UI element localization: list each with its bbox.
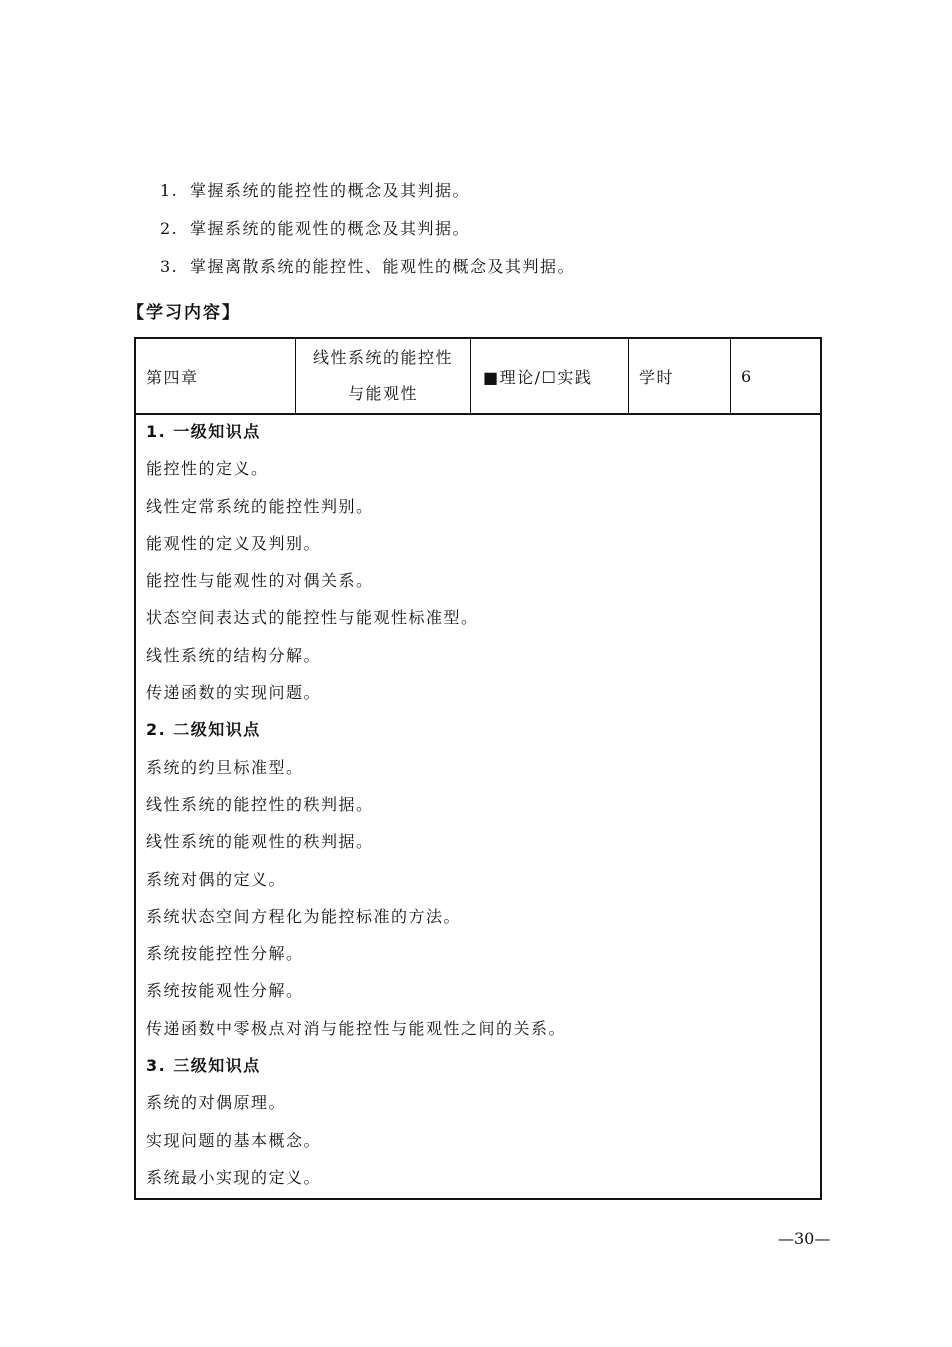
objective-item	[160, 216, 575, 254]
objectives-list	[160, 178, 575, 292]
hours-value-cell: 6	[741, 366, 753, 386]
objective-number: 1.	[160, 181, 179, 200]
list-item: 线性定常系统的能控性判别。	[146, 496, 374, 516]
level3-heading: 3. 三级知识点	[146, 1056, 261, 1076]
table-body	[136, 415, 820, 1200]
objective-item	[160, 178, 575, 216]
chapter-title-line2: 与能观性	[347, 384, 418, 403]
list-item: 系统的对偶原理。	[146, 1093, 287, 1113]
list-item: 实现问题的基本概念。	[146, 1130, 322, 1150]
objective-item	[160, 254, 575, 292]
content-table	[134, 337, 822, 1200]
objective-text: 掌握系统的能控性的概念及其判据。	[190, 181, 471, 200]
type-cell: ■理论/☐实践	[471, 339, 629, 413]
list-item: 系统按能观性分解。	[146, 981, 304, 1001]
list-item: 传递函数的实现问题。	[146, 683, 322, 703]
hours-label-cell: 学时	[629, 339, 731, 413]
chapter-cell: 第四章	[136, 339, 296, 413]
list-item: 能控性与能观性的对偶关系。	[146, 571, 374, 591]
list-item: 系统对偶的定义。	[146, 869, 287, 889]
list-item: 线性系统的结构分解。	[146, 645, 322, 665]
list-item: 系统按能控性分解。	[146, 944, 304, 964]
objective-text: 掌握离散系统的能控性、能观性的概念及其判据。	[190, 257, 576, 276]
list-item: 线性系统的能观性的秩判据。	[146, 832, 374, 852]
objective-number: 2.	[160, 219, 179, 238]
table-header-row	[136, 339, 820, 415]
list-item: 能观性的定义及判别。	[146, 533, 322, 553]
list-item: 线性系统的能控性的秩判据。	[146, 794, 374, 814]
chapter-title-cell	[296, 339, 471, 413]
list-item: 系统状态空间方程化为能控标准的方法。	[146, 906, 462, 926]
list-item: 传递函数中零极点对消与能控性与能观性之间的关系。	[146, 1018, 567, 1038]
level2-heading: 2. 二级知识点	[146, 720, 261, 740]
list-item: 系统的约旦标准型。	[146, 757, 304, 777]
page-number: —30—	[778, 1229, 831, 1248]
list-item: 能控性的定义。	[146, 459, 269, 479]
list-item: 系统最小实现的定义。	[146, 1167, 322, 1187]
level1-heading: 1. 一级知识点	[146, 422, 261, 441]
section-heading: 【学习内容】	[127, 303, 241, 323]
list-item: 状态空间表达式的能控性与能观性标准型。	[146, 608, 479, 628]
objective-number: 3.	[160, 257, 179, 276]
chapter-title-line1: 线性系统的能控性	[312, 348, 453, 367]
objective-text: 掌握系统的能观性的概念及其判据。	[190, 219, 471, 238]
